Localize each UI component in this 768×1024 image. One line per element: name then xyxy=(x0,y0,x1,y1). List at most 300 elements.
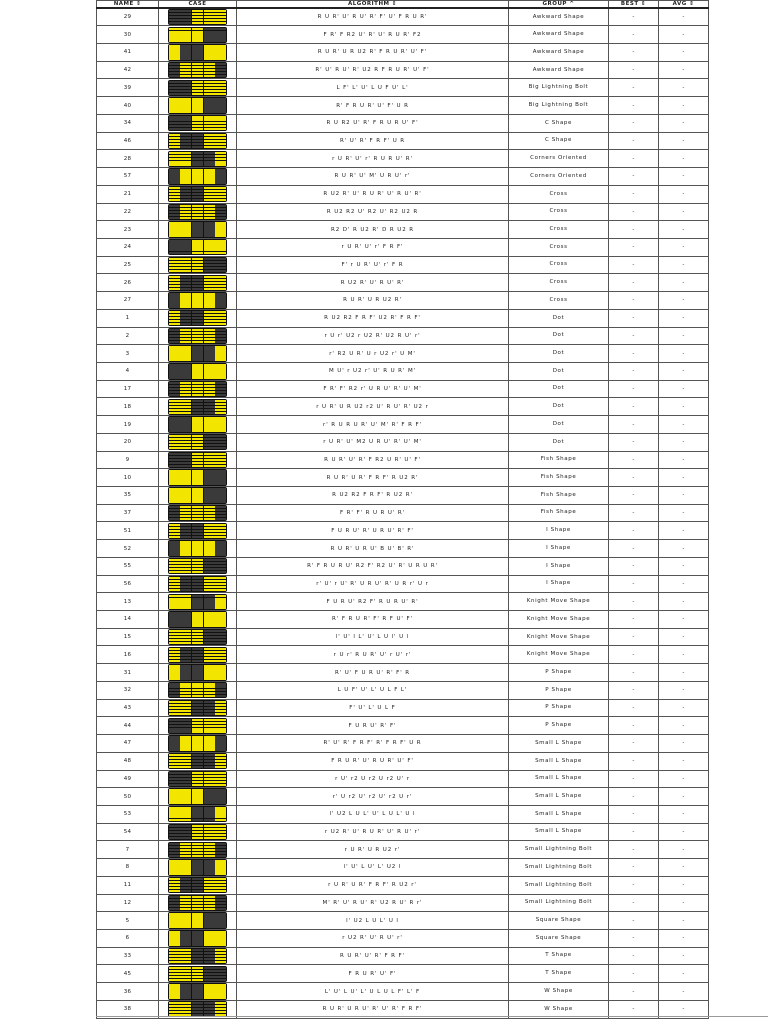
table-row xyxy=(97,912,709,930)
table-row xyxy=(97,681,709,699)
case-name-cell: 26 xyxy=(97,274,159,292)
case-diagram-cell xyxy=(159,8,237,26)
group-cell: P Shape xyxy=(509,717,609,735)
case-diagram-cell xyxy=(159,646,237,664)
case-name-cell: 10 xyxy=(97,469,159,487)
case-diagram-cell xyxy=(159,469,237,487)
table-row xyxy=(97,238,709,256)
table-row xyxy=(97,132,709,150)
table-row xyxy=(97,699,709,717)
case-diagram-cell xyxy=(159,699,237,717)
case-diagram-cell xyxy=(159,487,237,505)
case-name-cell: 55 xyxy=(97,557,159,575)
best-time-cell: - xyxy=(609,114,659,132)
avg-time-cell: - xyxy=(659,646,709,664)
case-name-cell: 15 xyxy=(97,628,159,646)
column-header-algorithm[interactable]: ALGORITHM ⇕ xyxy=(237,1,509,9)
table-row xyxy=(97,433,709,451)
oll-case-diagram xyxy=(168,469,227,485)
case-diagram-cell xyxy=(159,327,237,345)
best-time-cell: - xyxy=(609,557,659,575)
group-cell: Small L Shape xyxy=(509,752,609,770)
best-time-cell: - xyxy=(609,469,659,487)
algorithm-cell: R' F R U R U' R2 F' R2 U' R' U R U R' xyxy=(237,557,509,575)
table-row xyxy=(97,965,709,983)
oll-case-diagram xyxy=(168,310,227,326)
best-time-cell: - xyxy=(609,79,659,97)
algorithm-cell: R U R' U R U' R' U' R' F R F' xyxy=(237,1000,509,1018)
algorithm-cell: l' U' l L' U' L U l' U l xyxy=(237,628,509,646)
case-name-cell: 43 xyxy=(97,699,159,717)
avg-time-cell: - xyxy=(659,735,709,753)
best-time-cell: - xyxy=(609,8,659,26)
group-cell: Knight Move Shape xyxy=(509,593,609,611)
best-time-cell: - xyxy=(609,292,659,310)
oll-case-diagram xyxy=(168,629,227,645)
column-header-group[interactable]: GROUP ^ xyxy=(509,1,609,9)
case-name-cell: 25 xyxy=(97,256,159,274)
best-time-cell: - xyxy=(609,309,659,327)
group-cell: Knight Move Shape xyxy=(509,646,609,664)
algorithm-cell: R' F R U R' F' R F U' F' xyxy=(237,611,509,629)
oll-case-diagram xyxy=(168,80,227,96)
case-name-cell: 37 xyxy=(97,504,159,522)
group-cell: Small L Shape xyxy=(509,788,609,806)
algorithm-cell: R U R' U R U2 R' F R U R' U' F' xyxy=(237,44,509,62)
best-time-cell: - xyxy=(609,380,659,398)
algorithm-cell: r U' r2 U r2 U r2 U' r xyxy=(237,770,509,788)
case-diagram-cell xyxy=(159,26,237,44)
case-diagram-cell xyxy=(159,983,237,1001)
case-name-cell: 7 xyxy=(97,841,159,859)
oll-case-diagram xyxy=(168,771,227,787)
group-cell: Dot xyxy=(509,362,609,380)
avg-time-cell: - xyxy=(659,451,709,469)
case-name-cell: 40 xyxy=(97,97,159,115)
case-diagram-cell xyxy=(159,557,237,575)
algorithm-cell: R U2 R2 U' R2 U' R2 U2 R xyxy=(237,203,509,221)
case-diagram-cell xyxy=(159,735,237,753)
case-diagram-cell xyxy=(159,309,237,327)
case-diagram-cell xyxy=(159,292,237,310)
case-diagram-cell xyxy=(159,611,237,629)
group-cell: Cross xyxy=(509,203,609,221)
avg-time-cell: - xyxy=(659,238,709,256)
case-diagram-cell xyxy=(159,61,237,79)
group-cell: Cross xyxy=(509,274,609,292)
case-diagram-cell xyxy=(159,274,237,292)
table-row xyxy=(97,504,709,522)
oll-case-diagram xyxy=(168,27,227,43)
case-name-cell: 36 xyxy=(97,983,159,1001)
table-row xyxy=(97,487,709,505)
case-name-cell: 30 xyxy=(97,26,159,44)
algorithm-cell: F R U R' U' F' xyxy=(237,965,509,983)
case-diagram-cell xyxy=(159,859,237,877)
group-cell: Small L Shape xyxy=(509,823,609,841)
case-name-cell: 29 xyxy=(97,8,159,26)
oll-case-diagram xyxy=(168,806,227,822)
table-row xyxy=(97,221,709,239)
table-row xyxy=(97,788,709,806)
case-diagram-cell xyxy=(159,380,237,398)
best-time-cell: - xyxy=(609,44,659,62)
avg-time-cell: - xyxy=(659,540,709,558)
best-time-cell: - xyxy=(609,770,659,788)
column-header-avg[interactable]: AVG ⇕ xyxy=(659,1,709,9)
avg-time-cell: - xyxy=(659,770,709,788)
oll-case-diagram xyxy=(168,381,227,397)
case-name-cell: 13 xyxy=(97,593,159,611)
avg-time-cell: - xyxy=(659,522,709,540)
table-row xyxy=(97,823,709,841)
table-row xyxy=(97,203,709,221)
avg-time-cell: - xyxy=(659,593,709,611)
best-time-cell: - xyxy=(609,1000,659,1018)
oll-case-diagram xyxy=(168,912,227,928)
case-name-cell: 56 xyxy=(97,575,159,593)
table-row xyxy=(97,983,709,1001)
table-row xyxy=(97,805,709,823)
table-row xyxy=(97,628,709,646)
case-name-cell: 22 xyxy=(97,203,159,221)
avg-time-cell: - xyxy=(659,487,709,505)
best-time-cell: - xyxy=(609,735,659,753)
best-time-cell: - xyxy=(609,575,659,593)
best-time-cell: - xyxy=(609,61,659,79)
group-cell: P Shape xyxy=(509,699,609,717)
oll-case-diagram xyxy=(168,558,227,574)
best-time-cell: - xyxy=(609,97,659,115)
algorithm-cell: L U F' U' L' U L F L' xyxy=(237,681,509,699)
case-diagram-cell xyxy=(159,238,237,256)
group-cell: Small L Shape xyxy=(509,805,609,823)
oll-table xyxy=(96,0,709,1019)
best-time-cell: - xyxy=(609,983,659,1001)
best-time-cell: - xyxy=(609,345,659,363)
oll-case-diagram xyxy=(168,292,227,308)
table-row xyxy=(97,735,709,753)
case-name-cell: 48 xyxy=(97,752,159,770)
oll-case-diagram xyxy=(168,877,227,893)
algorithm-cell: R U2 R2 F R F' R U2 R' xyxy=(237,487,509,505)
oll-case-diagram xyxy=(168,966,227,982)
case-name-cell: 4 xyxy=(97,362,159,380)
table-row xyxy=(97,947,709,965)
avg-time-cell: - xyxy=(659,575,709,593)
oll-case-diagram xyxy=(168,576,227,592)
case-diagram-cell xyxy=(159,203,237,221)
table-row xyxy=(97,362,709,380)
algorithm-cell: F U R U' R' U R U' R' F' xyxy=(237,522,509,540)
case-name-cell: 3 xyxy=(97,345,159,363)
oll-case-diagram xyxy=(168,434,227,450)
algorithm-cell: R' U' R' F R F' U R xyxy=(237,132,509,150)
group-cell: Small Lightning Bolt xyxy=(509,894,609,912)
group-cell: Small Lightning Bolt xyxy=(509,876,609,894)
algorithm-cell: r U r' R U R' U' r U' r' xyxy=(237,646,509,664)
oll-case-diagram xyxy=(168,895,227,911)
algorithm-cell: F R' F R2 U' R' U' R U R' F2 xyxy=(237,26,509,44)
avg-time-cell: - xyxy=(659,717,709,735)
algorithm-cell: R' U' F U R U' R' F' R xyxy=(237,664,509,682)
oll-case-diagram xyxy=(168,948,227,964)
oll-case-diagram xyxy=(168,523,227,539)
avg-time-cell: - xyxy=(659,965,709,983)
oll-case-diagram xyxy=(168,700,227,716)
table-row xyxy=(97,575,709,593)
group-cell: Dot xyxy=(509,345,609,363)
best-time-cell: - xyxy=(609,876,659,894)
case-name-cell: 11 xyxy=(97,876,159,894)
case-diagram-cell xyxy=(159,256,237,274)
case-diagram-cell xyxy=(159,97,237,115)
case-diagram-cell xyxy=(159,593,237,611)
group-cell: I Shape xyxy=(509,522,609,540)
group-cell: I Shape xyxy=(509,540,609,558)
algorithm-cell: R U R' U' R U' R' F' U' F R U R' xyxy=(237,8,509,26)
table-row xyxy=(97,646,709,664)
group-cell: Big Lightning Bolt xyxy=(509,97,609,115)
case-name-cell: 20 xyxy=(97,433,159,451)
best-time-cell: - xyxy=(609,150,659,168)
best-time-cell: - xyxy=(609,788,659,806)
case-diagram-cell xyxy=(159,823,237,841)
case-name-cell: 34 xyxy=(97,114,159,132)
oll-case-diagram xyxy=(168,363,227,379)
avg-time-cell: - xyxy=(659,628,709,646)
group-cell: Dot xyxy=(509,309,609,327)
oll-case-diagram xyxy=(168,594,227,610)
table-row xyxy=(97,114,709,132)
best-time-cell: - xyxy=(609,929,659,947)
group-cell: W Shape xyxy=(509,1000,609,1018)
best-time-cell: - xyxy=(609,451,659,469)
case-name-cell: 44 xyxy=(97,717,159,735)
column-header-name[interactable]: NAME ⇕ xyxy=(97,1,159,9)
case-diagram-cell xyxy=(159,540,237,558)
avg-time-cell: - xyxy=(659,433,709,451)
avg-time-cell: - xyxy=(659,185,709,203)
avg-time-cell: - xyxy=(659,416,709,434)
table-row xyxy=(97,859,709,877)
best-time-cell: - xyxy=(609,132,659,150)
table-row xyxy=(97,451,709,469)
table-row xyxy=(97,929,709,947)
best-time-cell: - xyxy=(609,522,659,540)
best-time-cell: - xyxy=(609,805,659,823)
case-diagram-cell xyxy=(159,965,237,983)
group-cell: Corners Oriented xyxy=(509,168,609,186)
table-row xyxy=(97,274,709,292)
case-diagram-cell xyxy=(159,628,237,646)
oll-case-diagram xyxy=(168,682,227,698)
table-header xyxy=(97,1,709,9)
group-cell: Fish Shape xyxy=(509,487,609,505)
case-diagram-cell xyxy=(159,168,237,186)
algorithm-cell: r U R' U R U2 r2 U' R U' R' U2 r xyxy=(237,398,509,416)
case-diagram-cell xyxy=(159,788,237,806)
table-row xyxy=(97,557,709,575)
best-time-cell: - xyxy=(609,487,659,505)
case-name-cell: 32 xyxy=(97,681,159,699)
algorithm-cell: R U R' U R' F R F' R U2 R' xyxy=(237,469,509,487)
oll-case-diagram xyxy=(168,505,227,521)
group-cell: Fish Shape xyxy=(509,504,609,522)
algorithm-cell: L F' L' U' L U F U' L' xyxy=(237,79,509,97)
group-cell: Cross xyxy=(509,238,609,256)
table-row xyxy=(97,345,709,363)
case-diagram-cell xyxy=(159,433,237,451)
table-row xyxy=(97,540,709,558)
table-row xyxy=(97,79,709,97)
group-cell: Awkward Shape xyxy=(509,8,609,26)
case-name-cell: 45 xyxy=(97,965,159,983)
oll-case-diagram xyxy=(168,239,227,255)
best-time-cell: - xyxy=(609,664,659,682)
best-time-cell: - xyxy=(609,274,659,292)
table-row xyxy=(97,292,709,310)
case-diagram-cell xyxy=(159,362,237,380)
case-diagram-cell xyxy=(159,79,237,97)
avg-time-cell: - xyxy=(659,699,709,717)
table-row xyxy=(97,256,709,274)
group-cell: C Shape xyxy=(509,114,609,132)
case-name-cell: 27 xyxy=(97,292,159,310)
case-name-cell: 2 xyxy=(97,327,159,345)
avg-time-cell: - xyxy=(659,398,709,416)
avg-time-cell: - xyxy=(659,504,709,522)
avg-time-cell: - xyxy=(659,309,709,327)
group-cell: Cross xyxy=(509,185,609,203)
algorithm-cell: M' R' U' R U' R' U2 R U' R r' xyxy=(237,894,509,912)
algorithm-cell: r U R' U' r' R U R U' R' xyxy=(237,150,509,168)
table-row xyxy=(97,327,709,345)
case-diagram-cell xyxy=(159,876,237,894)
case-diagram-cell xyxy=(159,221,237,239)
group-cell: Awkward Shape xyxy=(509,44,609,62)
oll-case-diagram xyxy=(168,275,227,291)
case-diagram-cell xyxy=(159,114,237,132)
table-row xyxy=(97,380,709,398)
case-diagram-cell xyxy=(159,132,237,150)
group-cell: Fish Shape xyxy=(509,451,609,469)
best-time-cell: - xyxy=(609,362,659,380)
group-cell: I Shape xyxy=(509,557,609,575)
group-cell: Small L Shape xyxy=(509,770,609,788)
case-name-cell: 18 xyxy=(97,398,159,416)
table-row xyxy=(97,185,709,203)
oll-case-diagram xyxy=(168,540,227,556)
table-row xyxy=(97,416,709,434)
avg-time-cell: - xyxy=(659,26,709,44)
best-time-cell: - xyxy=(609,912,659,930)
algorithm-cell: F U R U' R' F' xyxy=(237,717,509,735)
case-name-cell: 24 xyxy=(97,238,159,256)
oll-case-diagram xyxy=(168,115,227,131)
best-time-cell: - xyxy=(609,646,659,664)
column-header-best[interactable]: BEST ⇕ xyxy=(609,1,659,9)
algorithm-cell: r U r' U2 r U2 R' U2 R U' r' xyxy=(237,327,509,345)
case-name-cell: 57 xyxy=(97,168,159,186)
oll-case-diagram xyxy=(168,221,227,237)
avg-time-cell: - xyxy=(659,61,709,79)
table-row xyxy=(97,168,709,186)
algorithm-cell: R U R' U' R' F R F' xyxy=(237,947,509,965)
best-time-cell: - xyxy=(609,221,659,239)
case-name-cell: 50 xyxy=(97,788,159,806)
best-time-cell: - xyxy=(609,699,659,717)
algorithm-cell: R' F R U R' U' F' U R xyxy=(237,97,509,115)
group-cell: Awkward Shape xyxy=(509,26,609,44)
oll-case-diagram xyxy=(168,186,227,202)
case-diagram-cell xyxy=(159,451,237,469)
algorithm-cell: R U R' U' M' U R U' r' xyxy=(237,168,509,186)
oll-case-diagram xyxy=(168,97,227,113)
best-time-cell: - xyxy=(609,717,659,735)
case-name-cell: 46 xyxy=(97,132,159,150)
avg-time-cell: - xyxy=(659,664,709,682)
oll-case-diagram xyxy=(168,859,227,875)
case-name-cell: 51 xyxy=(97,522,159,540)
table-row xyxy=(97,522,709,540)
algorithm-cell: r U R' U R U2 r' xyxy=(237,841,509,859)
avg-time-cell: - xyxy=(659,859,709,877)
algorithm-cell: F U R U' R2 F' R U R U' R' xyxy=(237,593,509,611)
algorithm-cell: M U' r U2 r' U' R U R' M' xyxy=(237,362,509,380)
avg-time-cell: - xyxy=(659,79,709,97)
avg-time-cell: - xyxy=(659,681,709,699)
avg-time-cell: - xyxy=(659,8,709,26)
algorithm-cell: r' R2 U R' U r U2 r' U M' xyxy=(237,345,509,363)
group-cell: Dot xyxy=(509,398,609,416)
oll-case-diagram xyxy=(168,664,227,680)
best-time-cell: - xyxy=(609,238,659,256)
oll-case-diagram xyxy=(168,44,227,60)
table-row xyxy=(97,664,709,682)
best-time-cell: - xyxy=(609,611,659,629)
oll-case-diagram xyxy=(168,204,227,220)
algorithm-cell: l' U2 L U L' U' L U L' U l xyxy=(237,805,509,823)
case-diagram-cell xyxy=(159,504,237,522)
group-cell: W Shape xyxy=(509,983,609,1001)
table-row xyxy=(97,894,709,912)
algorithm-cell: R U R' U R U' B U' B' R' xyxy=(237,540,509,558)
avg-time-cell: - xyxy=(659,150,709,168)
avg-time-cell: - xyxy=(659,132,709,150)
best-time-cell: - xyxy=(609,398,659,416)
algorithm-cell: R U2 R2 F R F' U2 R' F R F' xyxy=(237,309,509,327)
group-cell: P Shape xyxy=(509,681,609,699)
algorithm-cell: R2 D' R U2 R' D R U2 R xyxy=(237,221,509,239)
oll-case-diagram xyxy=(168,824,227,840)
avg-time-cell: - xyxy=(659,221,709,239)
best-time-cell: - xyxy=(609,416,659,434)
group-cell: Square Shape xyxy=(509,929,609,947)
group-cell: Dot xyxy=(509,327,609,345)
algorithm-cell: r' U r2 U' r2 U' r2 U r' xyxy=(237,788,509,806)
group-cell: Small L Shape xyxy=(509,735,609,753)
oll-case-diagram xyxy=(168,257,227,273)
oll-case-diagram xyxy=(168,151,227,167)
case-name-cell: 14 xyxy=(97,611,159,629)
avg-time-cell: - xyxy=(659,327,709,345)
best-time-cell: - xyxy=(609,593,659,611)
oll-case-diagram xyxy=(168,753,227,769)
avg-time-cell: - xyxy=(659,983,709,1001)
group-cell: Cross xyxy=(509,221,609,239)
case-name-cell: 1 xyxy=(97,309,159,327)
